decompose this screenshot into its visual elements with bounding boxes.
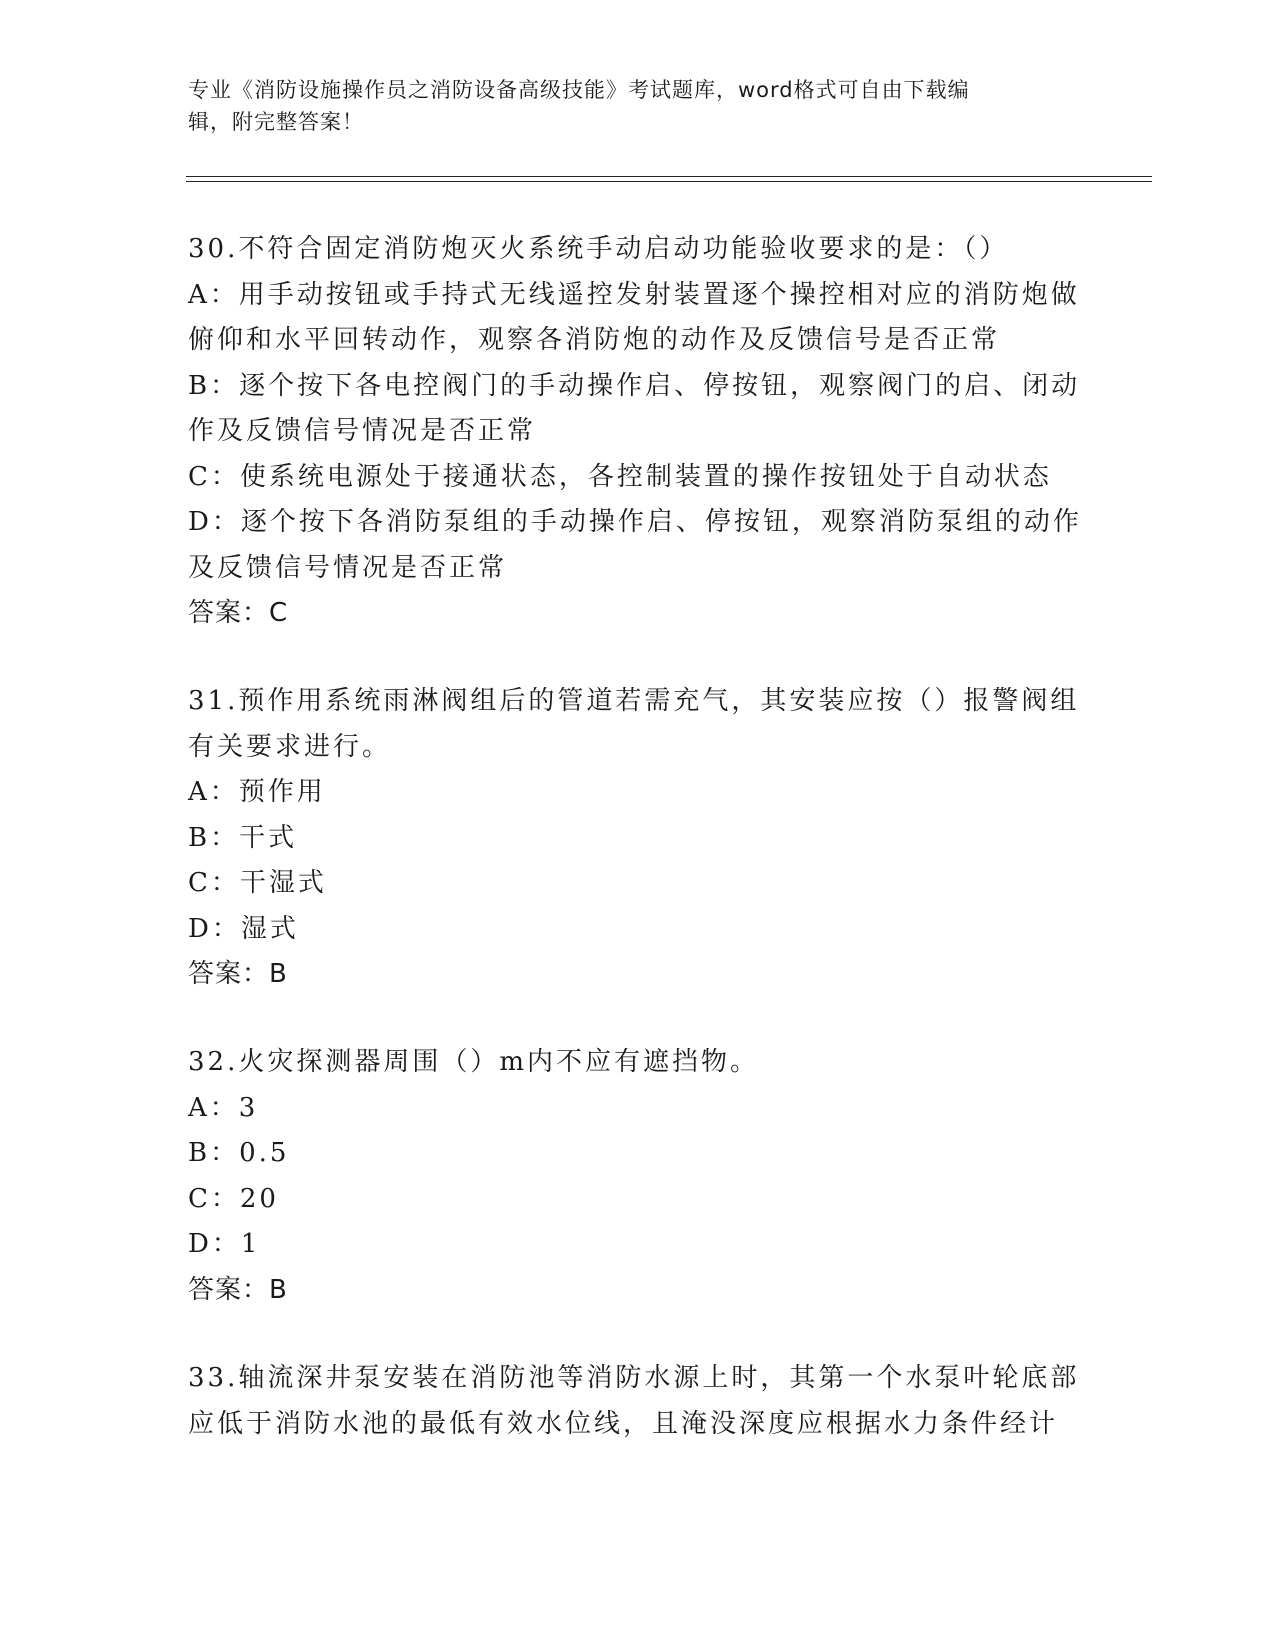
question-30 <box>188 227 1088 637</box>
answer: 答案：B <box>188 959 288 989</box>
option-c: C：使系统电源处于接通状态，各控制装置的操作按钮处于自动状态 <box>188 461 1052 492</box>
option-d-line-1: D：逐个按下各消防泵组的手动操作启、停按钮，观察消防泵组的动作 <box>188 507 1082 537</box>
question-stem-line-1: 33.轴流深井泵安装在消防池等消防水源上时，其第一个水泵叶轮底部 <box>188 1363 1080 1393</box>
question-stem-line-2: 有关要求进行。 <box>188 731 392 762</box>
option-b: B：干式 <box>188 822 298 853</box>
option-d: D：湿式 <box>188 913 299 944</box>
option-a: A：预作用 <box>188 777 326 807</box>
option-a-line-1: A：用手动按钮或手持式无线遥控发射装置逐个操控相对应的消防炮做 <box>188 279 1080 310</box>
option-b-line-1: B：逐个按下各电控阀门的手动操作启、停按钮，观察阀门的启、闭动 <box>188 370 1081 401</box>
option-b-line-2: 作及反馈信号情况是否正常 <box>188 416 537 446</box>
question-33 <box>188 1356 1088 1447</box>
header-divider-top <box>186 176 1152 177</box>
option-c: C：干湿式 <box>188 868 327 898</box>
question-stem: 30.不符合固定消防炮灭火系统手动启动功能验收要求的是：（） <box>188 234 1009 264</box>
option-a: A：3 <box>188 1092 259 1123</box>
question-31 <box>188 679 1088 998</box>
page-header <box>188 74 1068 138</box>
header-line-2: 辑，附完整答案！ <box>188 110 364 134</box>
question-stem-line-2: 应低于消防水池的最低有效水位线，且淹没深度应根据水力条件经计 <box>188 1408 1059 1439</box>
question-stem: 32.火灾探测器周围（）m内不应有遮挡物。 <box>188 1047 760 1077</box>
option-d: D：1 <box>188 1229 261 1259</box>
option-a-line-2: 俯仰和水平回转动作，观察各消防炮的动作及反馈信号是否正常 <box>188 325 1001 355</box>
question-32 <box>188 1040 1088 1313</box>
option-d-line-2: 及反馈信号情况是否正常 <box>188 552 508 583</box>
answer: 答案：C <box>188 598 289 628</box>
header-line-1: 专业《消防设施操作员之消防设备高级技能》考试题库，word格式可自由下载编 <box>188 78 970 102</box>
question-stem-line-1: 31.预作用系统雨淋阀组后的管道若需充气，其安装应按（）报警阀组 <box>188 686 1080 716</box>
header-divider-bottom <box>186 181 1152 182</box>
answer: 答案：B <box>188 1274 288 1305</box>
option-b: B：0.5 <box>188 1138 290 1168</box>
option-c: C：20 <box>188 1183 279 1214</box>
